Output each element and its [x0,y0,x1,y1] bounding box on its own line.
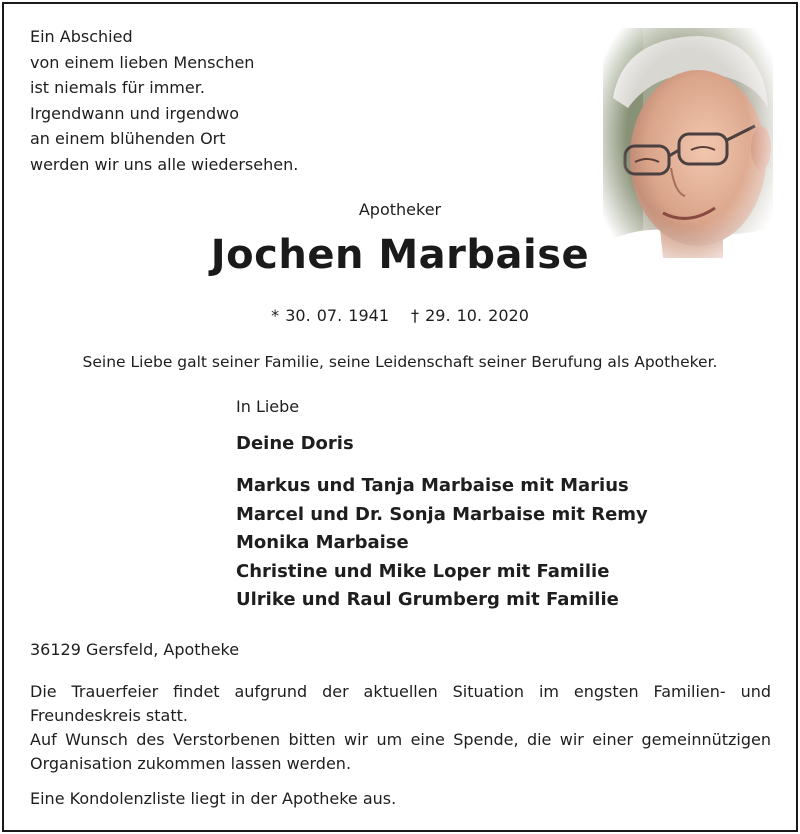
family-list [236,472,648,615]
funeral-notice: Die Trauerfeier findet aufgrund der aktuellen Situation im engsten Familien- und Freundeskreis statt. [30,682,771,725]
family-member: Monika Marbaise [236,532,409,553]
poem-line: werden wir uns alle wiedersehen. [30,154,299,174]
poem-line: ist niemals für immer. [30,78,205,97]
family-member: Markus und Tanja Marbaise mit Marius [236,475,629,496]
family-member: Christine und Mike Loper mit Familie [236,560,610,582]
motto: Seine Liebe galt seiner Familie, seine Leidenschaft seiner Berufung als Apotheker. [82,353,718,371]
donation-notice: Auf Wunsch des Verstorbenen bitten wir um eine Spende, die wir einer gemeinnützigen Organisation zukommen lassen werden. [30,730,771,773]
birth-date: * 30. 07. 1941 [271,306,389,325]
family-member: Marcel und Dr. Sonja Marbaise mit Remy [236,503,648,525]
in-love-intro: In Liebe [236,397,300,416]
poem-line: Ein Abschied [30,27,133,46]
profession: Apotheker [358,200,442,219]
notice [30,680,771,776]
death-date: † 29. 10. 2020 [411,306,529,325]
poem [30,24,298,177]
poem-line: von einem lieben Menschen [30,52,255,72]
spouse-name: Deine Doris [236,433,354,454]
poem-line: an einem blühenden Ort [30,129,226,148]
address: 36129 Gersfeld, Apotheke [30,640,240,659]
family-member: Ulrike und Raul Grumberg mit Familie [236,589,619,610]
condolence-notice: Eine Kondolenzliste liegt in der Apotheke aus. [30,789,397,808]
deceased-name: Jochen Marbaise [210,232,590,278]
poem-line: Irgendwann und irgendwo [30,103,240,123]
life-dates [0,306,800,325]
